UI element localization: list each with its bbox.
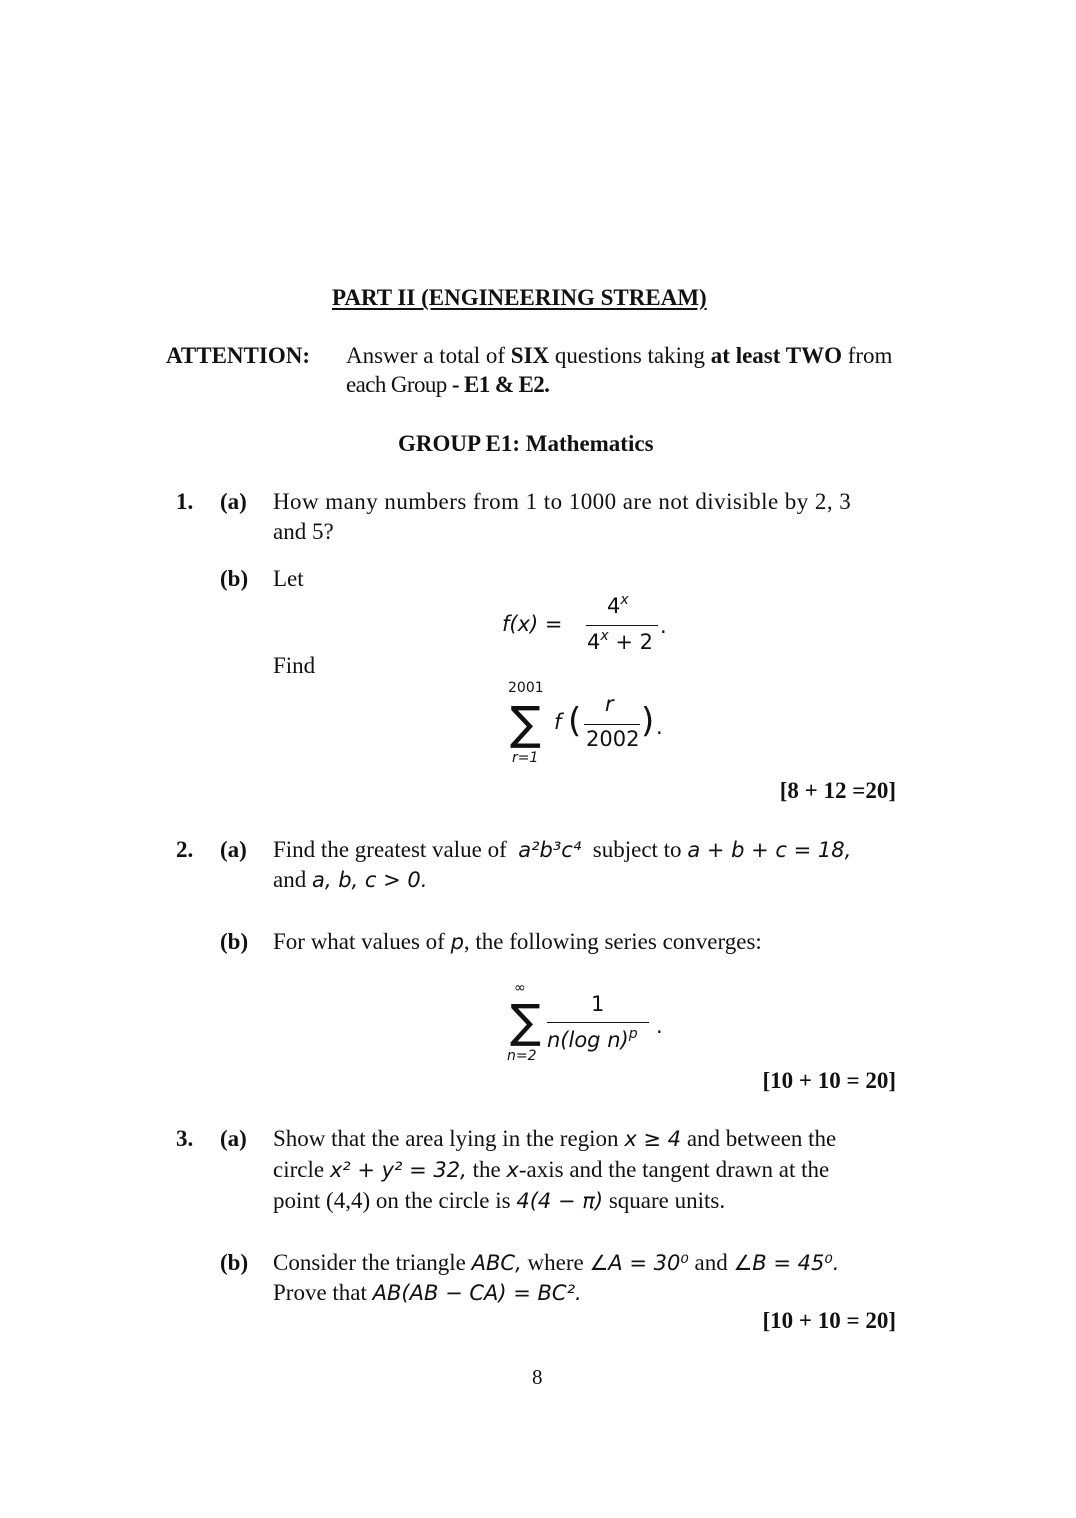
q1-f-lhs: f(x) = xyxy=(502,612,563,636)
sigma-icon: ∑ xyxy=(510,994,541,1048)
q3-b-label: (b) xyxy=(220,1250,249,1275)
q1-f-denominator: $4^x + 2$ xyxy=(587,628,653,654)
q3-a-line1: Show that the area lying in the region x ≥ 4 and between the xyxy=(273,1126,837,1151)
q1-f-fraction-bar xyxy=(586,625,658,626)
q2-a-line2: and a, b, c > 0. xyxy=(273,867,428,892)
q1-b-let: Let xyxy=(273,566,304,591)
q1-sum-numerator: r xyxy=(605,692,614,716)
q2-marks: [10 + 10 = 20] xyxy=(762,1068,896,1093)
q2-numerator: 1 xyxy=(591,992,605,1016)
q1-b-find: Find xyxy=(273,653,316,678)
q1-a-line2: and 5? xyxy=(273,519,334,544)
q1-number: 1. xyxy=(176,489,194,514)
q2-sum-dot: . xyxy=(656,1014,663,1038)
q2-denominator: n(log n)$^p$ xyxy=(547,1026,638,1052)
q3-a-label: (a) xyxy=(220,1126,247,1151)
sigma-icon: ∑ xyxy=(510,696,541,750)
q1-sum-lower-limit: r=1 xyxy=(512,750,539,766)
q1-sum-dot: . xyxy=(656,715,663,739)
q1-a-line1: How many numbers from 1 to 1000 are not divisible by 2, 3 xyxy=(273,489,852,514)
q2-number: 2. xyxy=(176,837,194,862)
q1-marks: [8 + 12 =20] xyxy=(779,778,896,803)
q1-f-dot: . xyxy=(660,614,667,638)
attention-line-1: Answer a total of SIX questions taking at least TWO from xyxy=(346,343,893,368)
q1-b-label: (b) xyxy=(220,566,249,591)
attention-line-2: each Group - E1 & E2. xyxy=(346,372,550,397)
group-title: GROUP E1: Mathematics xyxy=(398,431,654,456)
q2-b-label: (b) xyxy=(220,929,249,954)
q2-b-line1: For what values of p, the following series converges: xyxy=(273,929,762,954)
part-title: PART II (ENGINEERING STREAM) xyxy=(332,285,707,310)
q1-a-label: (a) xyxy=(220,489,247,514)
q3-a-line2: circle x² + y² = 32, the x-axis and the tangent drawn at the xyxy=(273,1157,830,1182)
q3-a-line3: point (4,4) on the circle is 4(4 − π) square units. xyxy=(273,1188,726,1213)
q2-a-line1: Find the greatest value of a²b³c⁴ subject to a + b + c = 18, xyxy=(273,837,852,862)
attention-label: ATTENTION: xyxy=(166,343,310,368)
q1-f-numerator: 4$^x$ xyxy=(607,592,629,618)
q3-b-line1: Consider the triangle ABC, where ∠A = 30⁰ and ∠B = 45⁰. xyxy=(273,1250,840,1275)
q2-sum-upper-limit: ∞ xyxy=(514,980,526,996)
q2-a-label: (a) xyxy=(220,837,247,862)
q3-number: 3. xyxy=(176,1126,194,1151)
q2-fraction-bar xyxy=(547,1022,649,1023)
q1-sum-fraction-bar xyxy=(584,724,640,725)
left-paren-icon: ( xyxy=(568,701,582,741)
q1-sum-denominator: 2002 xyxy=(586,727,640,751)
q1-sum-f: f xyxy=(554,710,562,734)
q2-sum-lower-limit: n=2 xyxy=(507,1048,537,1064)
page-number: 8 xyxy=(532,1365,543,1389)
q3-marks: [10 + 10 = 20] xyxy=(762,1308,896,1333)
right-paren-icon: ) xyxy=(641,701,655,741)
q3-b-line2: Prove that AB(AB − CA) = BC². xyxy=(273,1280,582,1305)
q1-sum-upper-limit: 2001 xyxy=(508,680,544,696)
